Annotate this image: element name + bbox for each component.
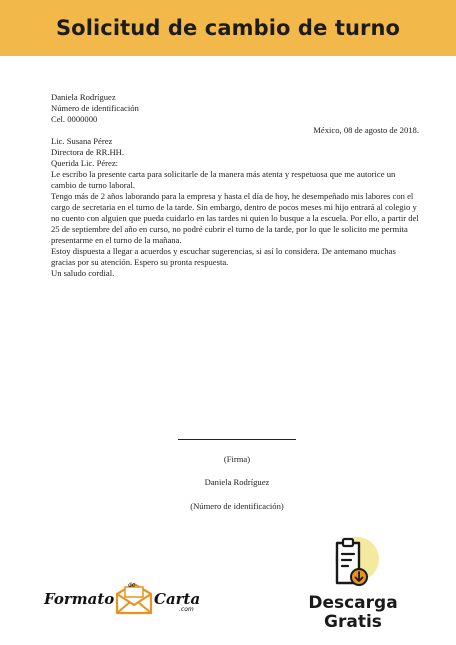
signature-line bbox=[178, 439, 296, 440]
letter-body bbox=[51, 92, 419, 279]
paragraph-3: Estoy dispuesta a llegar a acuerdos y escuchar sugerencias, si así lo considera. De antemano muchas gracias por su atención. Espero su pronta respuesta. bbox=[51, 246, 396, 267]
download-button-label[interactable] bbox=[298, 594, 408, 632]
greeting: Querida Lic. Pérez: bbox=[51, 158, 119, 168]
download-document-icon[interactable] bbox=[323, 533, 379, 593]
signature-label: (Firma) bbox=[223, 454, 251, 464]
sender-id: Número de identificación bbox=[51, 103, 139, 113]
recipient-title: Directora de RR.HH. bbox=[51, 147, 125, 157]
logo-word-de: de bbox=[128, 582, 136, 589]
logo-suffix: .com bbox=[179, 606, 194, 613]
sender-phone: Cel. 0000000 bbox=[51, 114, 98, 124]
signature-name: Daniela Rodríguez bbox=[204, 477, 270, 487]
download-line-2: Gratis bbox=[324, 612, 382, 632]
page-title: Solicitud de cambio de turno bbox=[55, 16, 401, 40]
logo-word-carta: Carta bbox=[154, 590, 201, 608]
closing: Un saludo cordial. bbox=[51, 268, 115, 278]
logo-word-formato: Formato bbox=[44, 590, 115, 608]
sender-name: Daniela Rodríguez bbox=[51, 92, 116, 102]
recipient-name: Lic. Susana Pérez bbox=[51, 136, 113, 146]
download-line-1: Descarga bbox=[308, 593, 398, 613]
header-banner bbox=[0, 0, 456, 56]
signature-id: (Número de identificación) bbox=[190, 501, 284, 511]
letter-date: México, 08 de agosto de 2018. bbox=[313, 125, 419, 135]
paragraph-1: Le escribo la presente carta para solicitarle de la manera más atenta y respetuosa que me autorice un cambio de turno laboral. bbox=[51, 169, 396, 190]
site-logo[interactable] bbox=[44, 578, 212, 616]
paragraph-2: Tengo más de 2 años laborando para la empresa y hasta el día de hoy, he desempeñado mis labores con el cargo de secretaria en el turno de la tarde. Sin embargo, dentro de pocos meses mi hijo entrará al colegio y no cuento con alguien que pueda cuidarlo en las tardes ni quien lo busque a la escuela. Por ello, a partir del 25 de septiembre del año en curso, no podré cubrir el turno de la tarde, por lo que le solicito me permita presentarme en el turno de la mañana. bbox=[51, 191, 419, 245]
